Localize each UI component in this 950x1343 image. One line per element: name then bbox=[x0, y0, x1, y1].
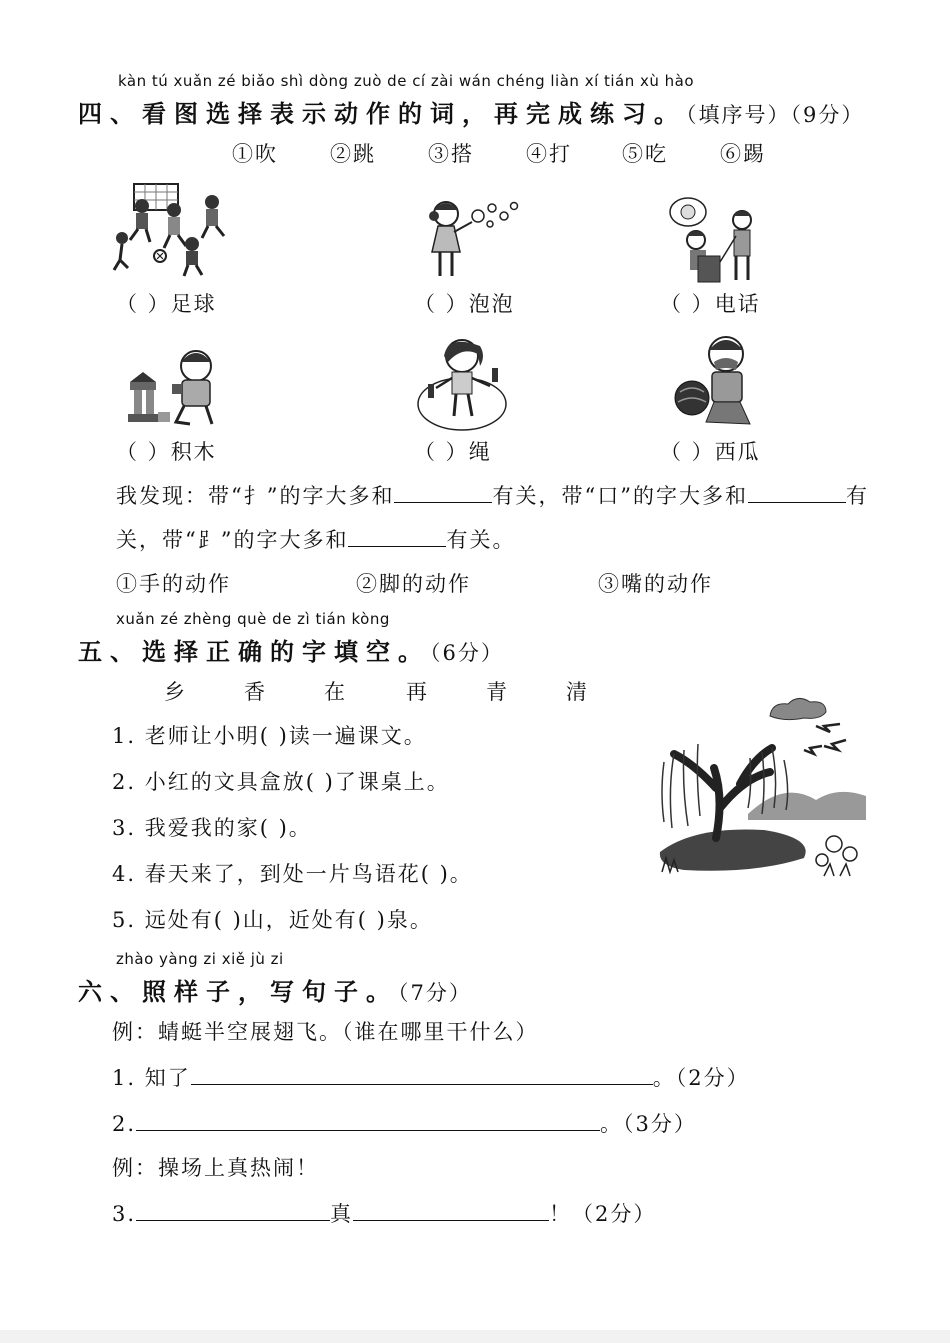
blank-football-word: 足球 bbox=[170, 292, 217, 316]
char-option-5: 青 bbox=[486, 680, 509, 704]
blank-rope bbox=[414, 436, 492, 466]
question-3-suffix: ！（2分） bbox=[549, 1202, 657, 1226]
question-2 bbox=[112, 1108, 697, 1138]
discover-blank-1[interactable] bbox=[394, 482, 492, 503]
blank-rope-word: 绳 bbox=[468, 440, 492, 464]
question-2-blank[interactable] bbox=[136, 1110, 600, 1131]
blank-phone bbox=[660, 288, 761, 318]
section5-score: （6分） bbox=[430, 641, 504, 665]
discover-line-2 bbox=[116, 524, 515, 554]
option-4: ④打 bbox=[526, 142, 572, 166]
section4-score: （填序号）（9分） bbox=[686, 103, 865, 127]
blank-phone-word: 电话 bbox=[714, 292, 761, 316]
choice-hand: ①手的动作 bbox=[116, 572, 231, 596]
watermelon-boy-picture bbox=[674, 332, 774, 430]
section4-title bbox=[78, 94, 864, 129]
jump-rope-picture bbox=[414, 336, 524, 430]
question-2-prefix: 2. bbox=[112, 1112, 137, 1136]
bubble-girl-picture bbox=[426, 196, 526, 280]
section5-title-text: 五、选择正确的字填空。 bbox=[78, 638, 430, 666]
blank-bubbles-word: 泡泡 bbox=[468, 292, 515, 316]
building-blocks-picture bbox=[126, 344, 226, 428]
discover-blank-3[interactable] bbox=[348, 526, 446, 547]
discover-text-1: 我发现：带“扌”的字大多和 bbox=[116, 484, 395, 508]
discover-blank-2[interactable] bbox=[748, 482, 846, 503]
fill-item-4[interactable]: 4. 春天来了，到处一片鸟语花( )。 bbox=[112, 862, 473, 886]
landscape-picture bbox=[654, 688, 872, 884]
char-option-4: 再 bbox=[406, 680, 429, 704]
option-2: ②跳 bbox=[330, 142, 376, 166]
section6-title bbox=[78, 972, 472, 1007]
fill-item-2[interactable]: 2. 小红的文具盒放( )了课桌上。 bbox=[112, 770, 450, 794]
discover-text-4: 关，带“⻊”的字大多和 bbox=[116, 528, 349, 552]
blank-blocks bbox=[116, 436, 217, 466]
question-3 bbox=[112, 1198, 656, 1228]
question-1-prefix: 1. 知了 bbox=[112, 1066, 191, 1090]
char-option-3: 在 bbox=[324, 680, 347, 704]
discover-text-2: 有关，带“口”的字大多和 bbox=[492, 484, 748, 508]
blank-bubbles bbox=[414, 288, 515, 318]
section6-score: （7分） bbox=[398, 981, 472, 1005]
question-1-blank[interactable] bbox=[191, 1064, 653, 1085]
blank-football bbox=[116, 288, 217, 318]
blank-football-paren[interactable]: （ ） bbox=[116, 292, 171, 316]
section5-title bbox=[78, 632, 504, 667]
char-option-1: 乡 bbox=[164, 680, 187, 704]
example-2: 例：操场上真热闹！ bbox=[112, 1156, 319, 1180]
question-2-suffix: 。（3分） bbox=[600, 1112, 697, 1136]
question-3-blank-2[interactable] bbox=[353, 1200, 549, 1221]
blank-watermelon-word: 西瓜 bbox=[714, 440, 761, 464]
char-option-6: 清 bbox=[566, 680, 589, 704]
discover-text-3: 有 bbox=[845, 484, 869, 508]
char-option-2: 香 bbox=[244, 680, 267, 704]
fill-item-1[interactable]: 1. 老师让小明( )读一遍课文。 bbox=[112, 724, 427, 748]
section6-title-text: 六、照样子，写句子。 bbox=[78, 978, 398, 1006]
section4-pinyin: kàn tú xuǎn zé biǎo shì dòng zuò de cí zài wán chéng liàn xí tián xù hào bbox=[118, 72, 695, 90]
blank-phone-paren[interactable]: （ ） bbox=[660, 292, 715, 316]
fill-item-3[interactable]: 3. 我爱我的家( )。 bbox=[112, 816, 312, 840]
question-3-prefix: 3. bbox=[112, 1202, 137, 1226]
blank-bubbles-paren[interactable]: （ ） bbox=[414, 292, 469, 316]
section5-pinyin: xuǎn zé zhèng què de zì tián kòng bbox=[116, 610, 390, 628]
question-3-blank-1[interactable] bbox=[136, 1200, 330, 1221]
choice-mouth: ③嘴的动作 bbox=[598, 572, 713, 596]
blank-blocks-word: 积木 bbox=[170, 440, 217, 464]
option-3: ③搭 bbox=[428, 142, 474, 166]
page-bottom-band bbox=[0, 1330, 950, 1343]
section6-pinyin: zhào yàng zi xiě jù zi bbox=[116, 950, 284, 968]
choice-foot: ②脚的动作 bbox=[356, 572, 471, 596]
section4-title-text: 四、看图选择表示动作的词，再完成练习。 bbox=[78, 100, 686, 128]
fill-item-5[interactable]: 5. 远处有( )山，近处有( )泉。 bbox=[112, 908, 433, 932]
discover-line-1 bbox=[116, 480, 869, 510]
discover-text-5: 有关。 bbox=[446, 528, 516, 552]
option-6: ⑥踢 bbox=[720, 142, 766, 166]
blank-rope-paren[interactable]: （ ） bbox=[414, 440, 469, 464]
question-3-mid: 真 bbox=[330, 1202, 354, 1226]
football-kids-picture bbox=[112, 178, 242, 278]
example-1: 例：蜻蜓半空展翅飞。（谁在哪里干什么） bbox=[112, 1020, 539, 1044]
blank-watermelon bbox=[660, 436, 761, 466]
option-5: ⑤吃 bbox=[622, 142, 668, 166]
question-1 bbox=[112, 1062, 750, 1092]
blank-watermelon-paren[interactable]: （ ） bbox=[660, 440, 715, 464]
phone-call-picture bbox=[666, 196, 766, 286]
question-1-suffix: 。（2分） bbox=[652, 1066, 750, 1090]
option-1: ①吹 bbox=[232, 142, 278, 166]
blank-blocks-paren[interactable]: （ ） bbox=[116, 440, 171, 464]
